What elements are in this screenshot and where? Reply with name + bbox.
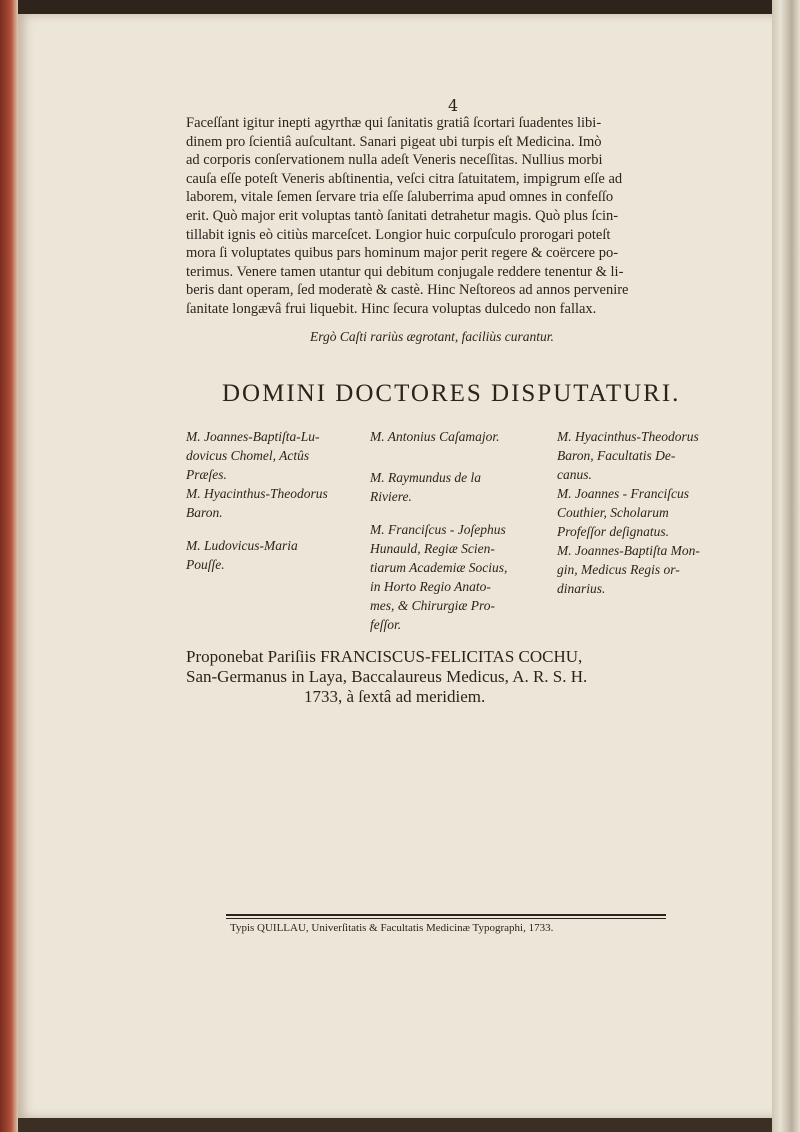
body-line: ad corporis conſervationem nulla adeſt Veneris neceſſitas. Nullius morbi — [186, 152, 603, 169]
body-line: cauſa eſſe poteſt Veneris abſtinentia, veſci citra ſatuitatem, impigrum eſſe ad — [186, 170, 623, 187]
body-line: ſanitate longævâ frui liquebit. Hinc ſecura voluptas dulcedo non fallax. — [186, 300, 597, 317]
column-line: Hunauld, Regiæ Scien- — [370, 541, 495, 556]
footer-rule-thin — [226, 918, 666, 919]
imprint-line-1: Proponebat Pariſiis FRANCISCUS-FELICITAS COCHU, — [186, 647, 583, 666]
footer-rule-thick — [226, 914, 666, 916]
column-spacer — [186, 523, 356, 537]
column-line: Baron, Facultatis De- — [557, 448, 676, 463]
column-line: M. Raymundus de la — [370, 470, 481, 485]
column-line: Pouſſe. — [186, 557, 225, 572]
body-line: Faceſſant igitur inepti agyrthæ qui ſanitatis gratiâ ſcortari ſuadentes libi- — [186, 115, 602, 131]
section-heading: DOMINI DOCTORES DISPUTATURI. — [222, 380, 681, 407]
column-line: dinarius. — [557, 581, 606, 596]
page-edge-right — [772, 0, 800, 1132]
body-line: beris dant operam, ſed moderatè & castè. Hinc Neſtoreos ad annos pervenire — [186, 282, 629, 299]
column-line: Præſes. — [186, 467, 227, 482]
column-line: M. Hyacinthus-Theodorus — [186, 486, 328, 501]
column-line: tiarum Academiæ Socius, — [370, 560, 508, 575]
book-binding-top — [0, 0, 800, 14]
column-line: M. Hyacinthus-Theodorus — [557, 429, 699, 444]
body-line: erit. Quò major erit voluptas tantò ſanitati detrahetur magis. Quò plus ſcin- — [186, 207, 619, 224]
column-line: feſſor. — [370, 617, 402, 632]
body-line: terimus. Venere tamen utantur qui debitum conjugale reddere tenentur & li- — [186, 263, 624, 280]
column-line: M. Joannes-Baptiſta Mon- — [557, 543, 700, 558]
doctors-column-1 — [186, 428, 356, 575]
column-line: mes, & Chirurgiæ Pro- — [370, 598, 496, 613]
column-line: M. Antonius Caſamajor. — [370, 429, 500, 444]
column-spacer — [370, 507, 545, 521]
column-line: Baron. — [186, 505, 223, 520]
page-number: 4 — [448, 96, 459, 115]
conclusion-line: Ergò Caſti rariùs ægrotant, faciliùs curantur. — [310, 329, 554, 344]
body-paragraph — [186, 114, 724, 319]
body-line: mora ſi voluptates quibus pars hominum major perit regere & coërcere po- — [186, 245, 619, 262]
column-spacer — [370, 461, 545, 469]
imprint-block — [186, 647, 726, 707]
imprint-line-2: San-Germanus in Laya, Baccalaureus Medicus, A. R. S. H. — [186, 667, 588, 686]
body-line: laborem, vitale ſemen ſervare tria eſſe ſaluberrima apud omnes in confeſſo — [186, 189, 614, 206]
column-line: M. Ludovicus-Maria — [186, 538, 298, 553]
column-line: M. Franciſcus - Joſephus — [370, 522, 506, 537]
column-line: Profeſſor deſignatus. — [557, 524, 669, 539]
column-line: M. Joannes-Baptiſta-Lu- — [186, 429, 320, 444]
column-line: in Horto Regio Anato- — [370, 579, 491, 594]
column-line: Riviere. — [370, 489, 412, 504]
doctors-column-3 — [557, 428, 737, 599]
body-line: dinem pro ſcientiâ auſcultant. Sanari pigeat ubi turpis eſt Medicina. Imò — [186, 133, 602, 150]
column-line: M. Joannes - Franciſcus — [557, 486, 689, 501]
column-line: canus. — [557, 467, 592, 482]
book-spine-edge — [0, 0, 18, 1132]
column-spacer — [370, 447, 545, 461]
body-line: tillabit ignis eò citiùs marceſcet. Longior huic corpuſculo prorogari poteſt — [186, 226, 611, 243]
column-line: Couthier, Scholarum — [557, 505, 669, 520]
printer-colophon: Typis QUILLAU, Univerſitatis & Facultatis Medicinæ Typographi, 1733. — [230, 922, 554, 934]
doctors-column-2 — [370, 428, 545, 635]
column-line: gin, Medicus Regis or- — [557, 562, 680, 577]
column-line: dovicus Chomel, Actûs — [186, 448, 310, 463]
imprint-line-3: 1733, à ſextâ ad meridiem. — [304, 687, 486, 706]
